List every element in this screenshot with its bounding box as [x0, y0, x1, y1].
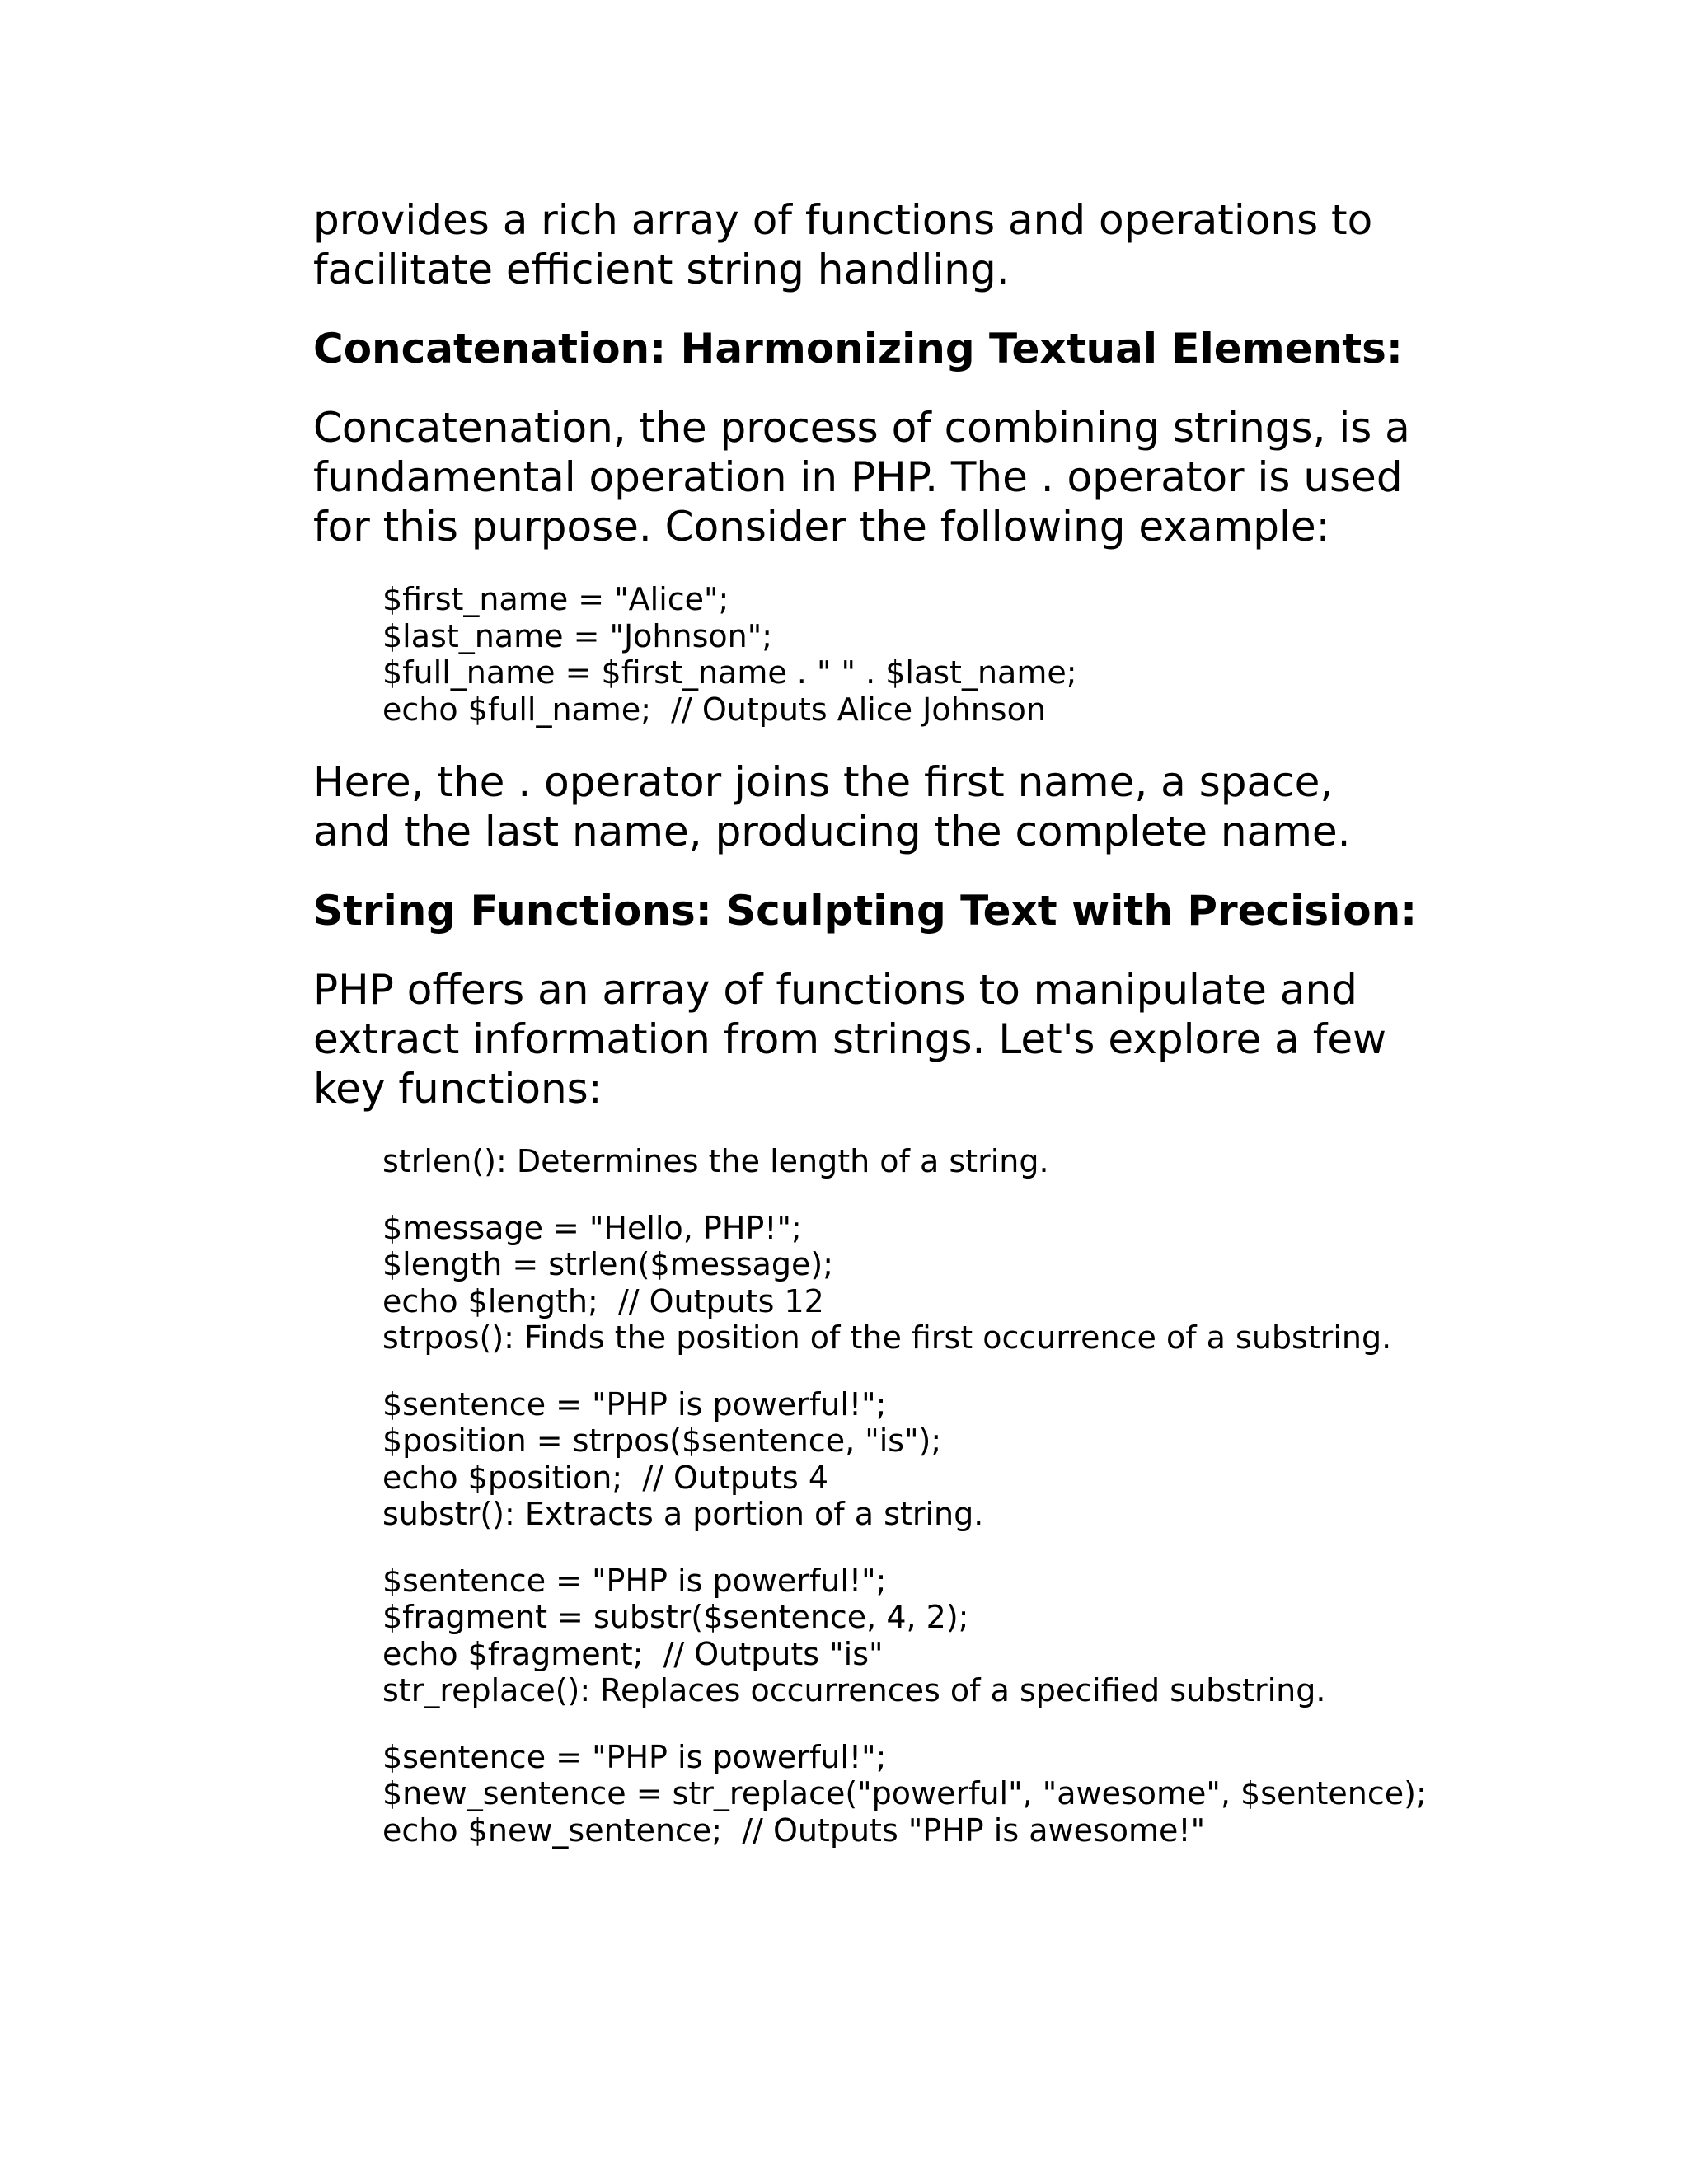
code-line: $sentence = "PHP is powerful!";	[382, 1738, 887, 1775]
spacer	[382, 1180, 1418, 1210]
code-line: $fragment = substr($sentence, 4, 2);	[382, 1599, 969, 1635]
function-description: strpos(): Finds the position of the first occurrence of a substring.	[382, 1319, 1392, 1356]
code-line: echo $fragment; // Outputs "is"	[382, 1635, 884, 1672]
code-line: echo $position; // Outputs 4	[382, 1459, 829, 1496]
code-line: $length = strlen($message);	[382, 1246, 834, 1282]
string-functions-code-block	[382, 1143, 1427, 1849]
code-line: $last_name = "Johnson";	[382, 617, 772, 654]
intro-paragraph: provides a rich array of functions and operations to facilitate efficient string handling.	[313, 196, 1373, 293]
code-line: $sentence = "PHP is powerful!";	[382, 1385, 887, 1422]
code-line: $new_sentence = str_replace("powerful", "awesome", $sentence);	[382, 1775, 1427, 1811]
function-description: strlen(): Determines the length of a string.	[382, 1143, 1049, 1179]
code-line: echo $full_name; // Outputs Alice Johnson	[382, 691, 1046, 728]
spacer	[382, 1533, 1418, 1563]
concatenation-explanation: Here, the . operator joins the first name, a space, and the last name, producing the complete name.	[313, 758, 1351, 855]
spacer	[382, 1709, 1418, 1739]
code-line: echo $length; // Outputs 12	[382, 1282, 824, 1319]
code-line: $first_name = "Alice";	[382, 581, 729, 617]
function-description: str_replace(): Replaces occurrences of a specified substring.	[382, 1672, 1326, 1708]
concatenation-paragraph: Concatenation, the process of combining strings, is a fundamental operation in PHP. The . operator is used for this purpose. Consider the following example:	[313, 404, 1410, 551]
code-line: $message = "Hello, PHP!";	[382, 1209, 802, 1246]
function-description: substr(): Extracts a portion of a string.	[382, 1496, 984, 1532]
concatenation-heading: Concatenation: Harmonizing Textual Elements:	[313, 325, 1403, 373]
code-line: $full_name = $first_name . " " . $last_name;	[382, 654, 1077, 691]
concatenation-code-block	[382, 581, 1418, 728]
spacer	[382, 1357, 1418, 1386]
string-functions-heading: String Functions: Sculpting Text with Precision:	[313, 887, 1418, 935]
document-page	[313, 195, 1427, 1878]
code-line: $sentence = "PHP is powerful!";	[382, 1562, 887, 1599]
string-functions-paragraph: PHP offers an array of functions to manipulate and extract information from strings. Let's explore a few key functions:	[313, 966, 1386, 1113]
code-line: $position = strpos($sentence, "is");	[382, 1422, 942, 1459]
code-line: echo $new_sentence; // Outputs "PHP is awesome!"	[382, 1811, 1206, 1849]
